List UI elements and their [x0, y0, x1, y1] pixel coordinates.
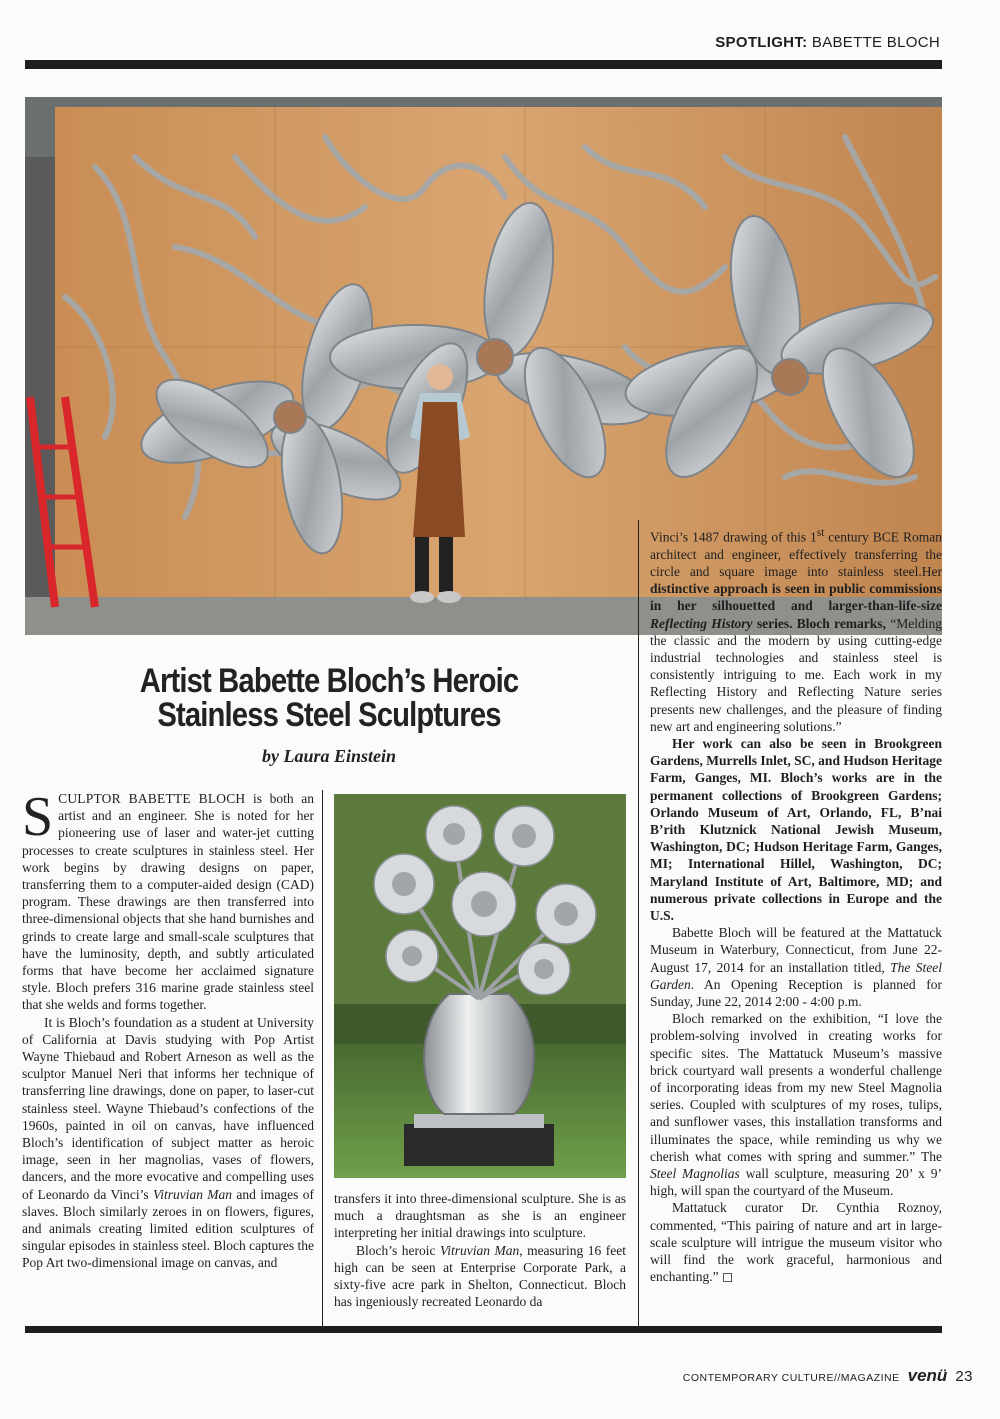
paragraph-text: Vinci’s 1487 drawing of this 1 [650, 529, 817, 545]
paragraph-text: Her work can also be seen in Brookgreen Gardens, Murrells Inlet, SC, and Hudson Heritage Farm, Ganges, MI. Bloch’s works are in the permanent collections of Brookgreen Gardens; Orlando Museum of Art, Orlando, FL, B’nai B’rith Klutznick National Jewish Museum, Washington, DC; Hudson Heritage Farm, Ganges, MI; International Hillel, Washington, DC; Maryland Institute of Art, Baltimore, MD; and numerous private collections in Europe and the U.S. [650, 735, 942, 923]
headline-line-2: Stainless Steel Sculptures [157, 696, 501, 734]
series-title: Reflecting History [650, 615, 753, 631]
paragraph-text: Bloch’s heroic [356, 1242, 440, 1258]
magazine-name: CONTEMPORARY CULTURE//MAGAZINE [682, 1372, 900, 1384]
vase-sculpture-photo [334, 794, 626, 1178]
section-subject: BABETTE BLOCH [811, 34, 940, 51]
paragraph [22, 1014, 314, 1272]
paragraph-text: . An Opening Reception is planned for Sunday, June 22, 2014 2:00 - 4:00 p.m. [650, 976, 942, 1009]
drop-cap: S [22, 790, 54, 848]
byline: by Laura Einstein [261, 746, 397, 766]
magazine-logo: venü [907, 1366, 948, 1385]
bottom-rule [25, 1326, 942, 1333]
top-rule [25, 60, 942, 69]
work-title: Vitruvian Man [152, 1186, 233, 1202]
article-column-1 [22, 790, 314, 1320]
paragraph [334, 1242, 626, 1311]
paragraph [650, 1199, 942, 1285]
headline-line-1: Artist Babette Bloch’s Heroic [139, 662, 519, 700]
paragraph [22, 790, 314, 1014]
paragraph-text: “Melding the classic and the modern by using cutting-edge industrial technologies and stainless steel is consistently intriguing to me. Each work in my Reflecting History and Reflecting Nature series presents new challenges, and the pleasure of finding new art and engineering solutions.” [650, 615, 942, 734]
paragraph-text: is both an artist and an engineer. She is noted for her pioneering use of laser and water-jet cutting processes to create sculptures in stainless steel. Her work begins by drawing designs on paper, transferring them to a computer-aided design (CAD) program. These drawings are then transferred into three-dimensional objects that she hand burnishes and grinds to create large and small-scale sculptures that have the luminosity, depth, and subtly articulated forms that have become her acclaimed signature style. Bloch prefers 316 marine grade stainless steel that she welds and forms together. [22, 791, 314, 1013]
lead-in: CULPTOR BABETTE BLOCH [58, 791, 246, 806]
paragraph-text: wall sculpture, measuring 20’ x 9’ high, will span the courtyard of the Museum. [650, 1166, 942, 1199]
bold-text: series. Bloch remarks, [752, 615, 886, 631]
section-header [715, 34, 940, 51]
paragraph-text: It is Bloch’s foundation as a student at University of California at Davis studying with Pop Artist Wayne Thiebaud and Robert Arneson as well as the sculptor Manuel Neri that informs her technique of transferring line drawings, done on paper, to laser-cut stainless steel. Wayne Thiebaud’s confections of the 1960s, painted in oil on canvas, have influenced Bloch’s identification of subject matter as heroic image, seen in her magnolias, vases of flowers, dancers, and the more evocative and compelling uses of Leonardo da Vinci’s [22, 1014, 314, 1202]
paragraph [650, 1010, 942, 1199]
paragraph-text: transfers it into three-dimensional sculpture. She is as much a draughtsman as she is an engineer interpreting her initial drawings into sculpture. [334, 1191, 626, 1241]
paragraph-text: Babette Bloch will be featured at the Mattatuck Museum in Waterbury, Connecticut, from June 22-August 17, 2014 for an installation titled, [650, 925, 942, 975]
paragraph [334, 1190, 626, 1242]
page-number: 23 [955, 1368, 973, 1385]
paragraph [650, 735, 942, 924]
superscript: st [816, 527, 825, 539]
article-column-3 [650, 525, 942, 1321]
page-footer [683, 1366, 973, 1386]
work-title: Vitruvian Man [439, 1242, 520, 1258]
paragraph-text: Bloch remarked on the exhibition, “I love the problem-solving involved in creating works for specific sites. The Mattatuck Museum’s massive brick courtyard wall presents a wonderful challenge of incorporating ideas from my new Steel Magnolia series. Coupled with sculptures of my roses, tulips, and sunflower vases, this installation transforms and illuminates the space, while reminding us why we cherish what comes with spring and summer.” The [650, 1011, 942, 1164]
paragraph [650, 525, 942, 735]
paragraph-text: and images of slaves. Bloch similarly zeroes in on flowers, figures, and animals creating limited edition sculptures of singular episodes in stainless steel. Bloch captures the Pop Art two-dimensional image on canvas, and [22, 1186, 314, 1271]
work-title: Steel Magnolias [650, 1166, 740, 1182]
headline [68, 664, 591, 732]
column-rule-1 [322, 790, 323, 1326]
paragraph [650, 924, 942, 1010]
section-kicker: SPOTLIGHT: [715, 34, 808, 51]
bold-text: distinctive approach is seen in public commissions in her silhouetted and larger-than-life-size [650, 581, 942, 614]
paragraph-text: century BCE Roman architect and engineer, effectively transferring the circle and square image into stainless steel.Her [650, 529, 942, 579]
paragraph-text: , measuring 16 feet high can be seen at Enterprise Corporate Park, a sixty-five acre park in Shelton, Connecticut. Bloch has ingeniously recreated Leonardo da [334, 1242, 626, 1310]
exhibition-title: The Steel Garden [650, 959, 942, 992]
paragraph-text: Mattatuck curator Dr. Cynthia Roznoy, commented, “This pairing of nature and art in large-scale sculpture will intrigue the museum visitor who will find the work graceful, harmonious and enchanting.” ◻ [650, 1200, 942, 1285]
article-column-2 [334, 1190, 626, 1320]
column-rule-2 [638, 520, 639, 1326]
